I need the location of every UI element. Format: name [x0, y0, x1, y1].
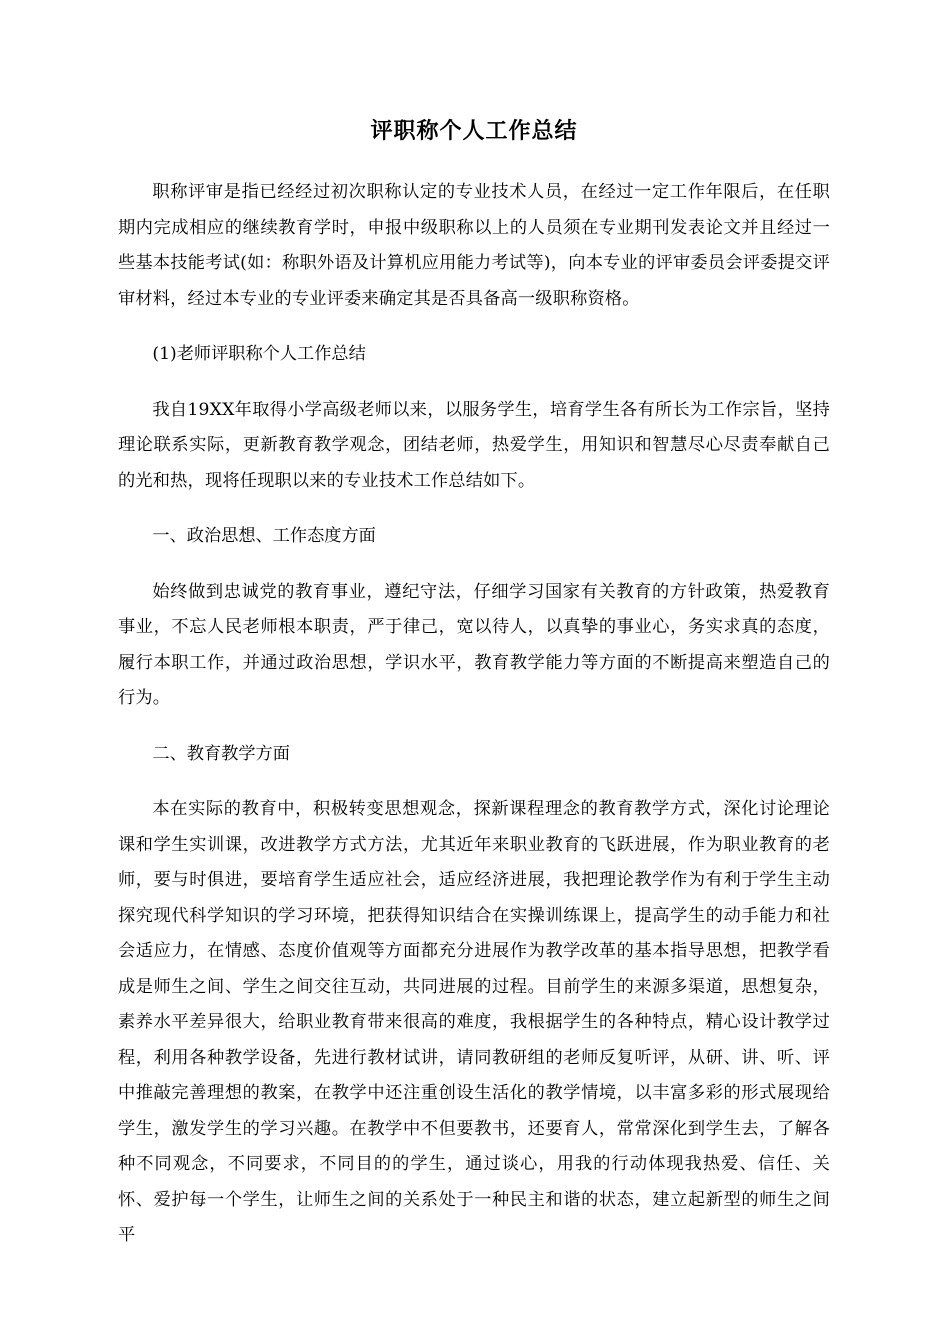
- section-heading-teacher-summary: (1)老师评职称个人工作总结: [152, 344, 366, 364]
- political-paragraph: 始终做到忠诚党的教育事业，遵纪守法，仔细学习国家有关教育的方针政策，热爱教育事业，不忘人民老师根本职责，严于律己，宽以待人，以真挚的事业心，务实求真的态度，履行本职工作，并通过政治思想，学识水平，教育教学能力等方面的不断提高来塑造自己的行为。: [118, 581, 830, 708]
- document-title: 评职称个人工作总结: [370, 119, 578, 144]
- intro-paragraph: 职称评审是指已经经过初次职称认定的专业技术人员，在经过一定工作年限后，在任职期内完成相应的继续教育学时，申报中级职称以上的人员须在专业期刊发表论文并且经过一些基本技能考试(如：称职外语及计算机应用能力考试等)，向本专业的评审委员会评委提交评审材料，经过本专业的专业评委来确定其是否具备高一级职称资格。: [118, 182, 830, 309]
- teaching-paragraph: 本在实际的教育中，积极转变思想观念，探新课程理念的教育教学方式，深化讨论理论课和学生实训课，改进教学方式方法，尤其近年来职业教育的飞跃进展，作为职业教育的老师，要与时俱进，要培育学生适应社会，适应经济进展，我把理论教学作为有利于学生主动探究现代科学知识的学习环境，把获得知识结合在实操训练课上，提高学生的动手能力和社会适应力，在情感、态度价值观等方面都充分进展作为教学改革的基本指导思想，把教学看成是师生之间、学生之间交往互动，共同进展的过程。目前学生的来源多渠道，思想复杂，素养水平差异很大，给职业教育带来很高的难度，我根据学生的各种特点，精心设计教学过程，利用各种教学设备，先进行教材试讲，请同教研组的老师反复听评，从研、讲、听、评中推敲完善理想的教案，在教学中还注重创设生活化的教学情境，以丰富多彩的形式展现给学生，激发学生的学习兴趣。在教学中不但要教书，还要育人，常常深化到学生去，了解各种不同观念，不同要求，不同目的的学生，通过谈心，用我的行动体现我热爱、信任、关怀、爱护每一个学生，让师生之间的关系处于一种民主和谐的状态，建立起新型的师生之间平: [118, 799, 830, 1245]
- section-heading-teaching: 二、教育教学方面: [152, 743, 290, 764]
- section-heading-political: 一、政治思想、工作态度方面: [152, 526, 376, 546]
- document-page: [118, 112, 830, 1274]
- summary-intro-paragraph: 我自19XX年取得小学高级老师以来，以服务学生，培育学生各有所长为工作宗旨，坚持理论联系实际，更新教育教学观念，团结老师，热爱学生，用知识和智慧尽心尽责奉献自己的光和热，现将任现职以来的专业技术工作总结如下。: [118, 399, 830, 491]
